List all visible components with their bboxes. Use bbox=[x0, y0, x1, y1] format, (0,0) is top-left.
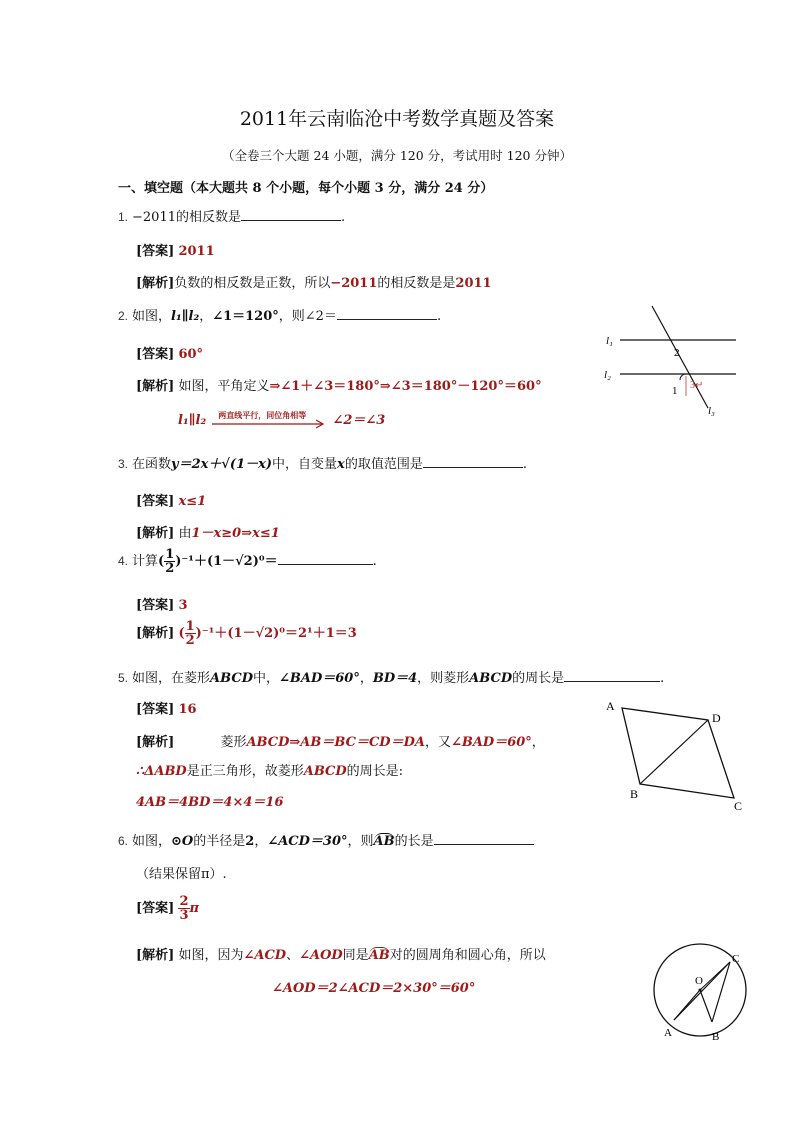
label-l2: l₂ bbox=[604, 369, 611, 381]
analysis-6 bbox=[136, 944, 546, 963]
condition: ∠ACD＝30° bbox=[267, 834, 348, 849]
answer-label: [答案] bbox=[136, 702, 175, 717]
question-text: 如图， bbox=[132, 309, 172, 324]
vertex-A: A bbox=[606, 699, 615, 713]
question-text: ，则 bbox=[347, 834, 374, 849]
analysis-6-line2 bbox=[272, 977, 475, 996]
separator: ， bbox=[254, 834, 268, 849]
figure-circle bbox=[648, 940, 758, 1044]
analysis-2-line2 bbox=[178, 409, 385, 428]
vertex-C: C bbox=[734, 799, 743, 813]
analysis-value: ∠ACD bbox=[243, 948, 287, 963]
analysis-text: 同是 bbox=[342, 948, 369, 963]
condition: l₁∥l₂ bbox=[171, 309, 200, 324]
question-text: 计算 bbox=[132, 554, 159, 569]
analysis-text: 负数的相反数是正数，所以 bbox=[174, 276, 331, 291]
question-5 bbox=[118, 667, 664, 686]
analysis-value: ⇒∠1＋∠3＝180°⇒∠3＝180°－120°＝60° bbox=[269, 379, 542, 394]
analysis-value: ∠2＝∠3 bbox=[332, 413, 386, 428]
analysis-label: [解析] bbox=[136, 735, 175, 750]
analysis-value: ABCD bbox=[303, 764, 347, 779]
analysis-5 bbox=[136, 731, 545, 750]
figure-parallel-lines bbox=[598, 300, 748, 420]
question-text: 的长是 bbox=[394, 834, 434, 849]
analysis-label: [解析] bbox=[136, 276, 175, 291]
answer-4 bbox=[136, 594, 188, 613]
separator: ， bbox=[199, 309, 213, 324]
analysis-value: −2011 bbox=[330, 276, 378, 291]
figure-rhombus bbox=[600, 696, 760, 816]
shape-name: ABCD bbox=[469, 671, 513, 686]
label-l3: l₃ bbox=[708, 405, 715, 417]
fraction-numerator: 2 bbox=[179, 894, 189, 909]
question-3 bbox=[118, 453, 527, 472]
section-heading: 一、填空题（本大题共 8 个小题，每个小题 3 分，满分 24 分） bbox=[118, 181, 494, 196]
fraction-denominator: 3 bbox=[179, 908, 189, 923]
analysis-text: 的周长是: bbox=[346, 764, 404, 779]
question-end: . bbox=[372, 554, 377, 569]
page-subtitle: （全卷三个大题 24 小题，满分 120 分，考试用时 120 分钟） bbox=[222, 148, 572, 163]
condition: ∠1＝120° bbox=[212, 309, 279, 324]
question-end: . bbox=[522, 457, 527, 472]
question-text: 的半径是 bbox=[193, 834, 246, 849]
angle-2-label: 2 bbox=[674, 347, 680, 359]
condition: ∠BAD＝60° bbox=[278, 671, 360, 686]
answer-6 bbox=[136, 895, 199, 922]
question-6-note: （结果保留π）. bbox=[136, 867, 227, 882]
analysis-label: [解析] bbox=[136, 626, 175, 641]
shape-name: ABCD bbox=[210, 671, 253, 686]
function-expression: y＝2x＋√(1－x) bbox=[171, 457, 273, 472]
arc-name: AB bbox=[373, 834, 395, 849]
answer-1 bbox=[136, 240, 215, 259]
question-number: 5. bbox=[118, 671, 129, 685]
page-title: 2011年云南临沧中考数学真题及答案 bbox=[239, 108, 555, 130]
analysis-text: 如图，因为 bbox=[178, 948, 244, 963]
analysis-value: 1－x≥0⇒x≤1 bbox=[191, 526, 280, 541]
question-text: ，则菱形 bbox=[417, 671, 470, 686]
point-A: A bbox=[664, 1027, 672, 1039]
answer-value: 16 bbox=[178, 702, 197, 717]
question-text: −2011的相反数是 bbox=[132, 210, 241, 225]
question-text: 在函数 bbox=[132, 457, 172, 472]
fraction-numerator: 1 bbox=[185, 619, 195, 634]
analysis-label: [解析] bbox=[136, 948, 175, 963]
analysis-2 bbox=[136, 375, 542, 394]
analysis-value: AB bbox=[368, 948, 390, 963]
analysis-value: 4AB＝4BD＝4×4＝16 bbox=[136, 795, 284, 810]
answer-label: [答案] bbox=[136, 244, 175, 259]
analysis-value: ⁻¹＋(1－√2)⁰＝2¹＋1＝3 bbox=[201, 626, 357, 641]
fraction-numerator: 1 bbox=[165, 547, 175, 562]
question-number: 1. bbox=[118, 210, 129, 224]
analysis-value: ∠AOD bbox=[299, 948, 343, 963]
analysis-value: l₁∥l₂ bbox=[178, 413, 207, 428]
expression: ⁻¹＋(1－√2)⁰＝ bbox=[181, 554, 278, 569]
analysis-label: [解析] bbox=[136, 526, 175, 541]
answer-value: 3 bbox=[178, 598, 188, 613]
analysis-text: 如图，平角定义 bbox=[178, 379, 270, 394]
question-text: 中， bbox=[252, 671, 279, 686]
analysis-5-line2 bbox=[136, 760, 403, 779]
answer-label: [答案] bbox=[136, 494, 175, 509]
question-end: . bbox=[436, 309, 442, 324]
analysis-text: 是正三角形，故菱形 bbox=[186, 764, 304, 779]
point-C: C bbox=[732, 953, 740, 965]
center-O: O bbox=[695, 975, 703, 987]
question-text: 的周长是 bbox=[512, 671, 565, 686]
answer-5 bbox=[136, 698, 197, 717]
question-number: 3. bbox=[118, 457, 129, 471]
question-end: . bbox=[341, 210, 346, 225]
answer-blank bbox=[278, 552, 373, 565]
analysis-text: 菱形 bbox=[220, 735, 247, 750]
vertex-D: D bbox=[712, 711, 721, 725]
condition: BD＝4 bbox=[372, 671, 418, 686]
answer-2 bbox=[136, 343, 203, 362]
answer-blank bbox=[423, 455, 523, 468]
analysis-text: 对的圆周角和圆心角，所以 bbox=[389, 948, 546, 963]
analysis-text: 由 bbox=[178, 526, 192, 541]
point-B: B bbox=[712, 1031, 720, 1043]
variable: x bbox=[337, 457, 345, 472]
question-2 bbox=[118, 305, 441, 324]
question-text: ，则∠2＝ bbox=[278, 309, 337, 324]
answer-value: π bbox=[189, 901, 200, 916]
answer-3 bbox=[136, 490, 206, 509]
answer-label: [答案] bbox=[136, 347, 175, 362]
vertex-B: B bbox=[630, 787, 639, 801]
analysis-3 bbox=[136, 522, 280, 541]
radius-value: 2 bbox=[245, 834, 255, 849]
answer-blank bbox=[337, 307, 437, 320]
fraction-denominator: 2 bbox=[185, 633, 195, 648]
question-text: 的取值范围是 bbox=[344, 457, 423, 472]
angle-3-label: 3↵ bbox=[690, 380, 704, 391]
answer-blank bbox=[241, 208, 341, 221]
analysis-1 bbox=[136, 272, 492, 291]
answer-blank bbox=[564, 669, 660, 682]
question-end: . bbox=[660, 671, 665, 686]
analysis-value: 2011 bbox=[455, 276, 492, 291]
arrow-icon bbox=[210, 416, 328, 430]
implication-arrow bbox=[210, 409, 328, 428]
question-text: 中，自变量 bbox=[272, 457, 338, 472]
answer-blank bbox=[434, 832, 534, 845]
question-1 bbox=[118, 206, 345, 225]
answer-value: x≤1 bbox=[178, 494, 207, 509]
analysis-value: ABCD⇒AB＝BC＝CD＝DA bbox=[246, 735, 425, 750]
question-6 bbox=[118, 830, 534, 849]
analysis-4: [解析] ( $\frac{1}{2}$ )⁻¹＋(1－√2)⁰＝2¹＋1＝3 bbox=[136, 619, 357, 648]
separator: ， bbox=[359, 671, 373, 686]
label-l1: l₁ bbox=[606, 335, 613, 347]
analysis-text: 、 bbox=[286, 948, 300, 963]
arrow-note: 两直线平行，同位角相等 bbox=[218, 409, 307, 420]
analysis-text: 的相反数是是 bbox=[377, 276, 456, 291]
answer-label: [答案] bbox=[136, 598, 175, 613]
angle-1-label: 1 bbox=[672, 385, 678, 397]
question-text: 如图， bbox=[132, 834, 172, 849]
analysis-text: ，又 bbox=[424, 735, 451, 750]
fraction-denominator: 2 bbox=[165, 561, 175, 576]
question-4: 4. 计算( $\frac{1}{2}$ )⁻¹＋(1－√2)⁰＝ . bbox=[118, 547, 377, 576]
analysis-value: ∴ΔABD bbox=[136, 764, 187, 779]
analysis-value: ∠AOD＝2∠ACD＝2×30°＝60° bbox=[272, 981, 476, 996]
answer-value: 60° bbox=[178, 347, 204, 362]
analysis-value: ∠BAD＝60° bbox=[450, 735, 532, 750]
question-number: 2. bbox=[118, 309, 129, 323]
answer-label: [答案] bbox=[136, 901, 175, 916]
question-number: 6. bbox=[118, 834, 129, 848]
analysis-5-line3 bbox=[136, 791, 284, 810]
question-number: 4. bbox=[118, 554, 129, 568]
analysis-label: [解析] bbox=[136, 379, 175, 394]
circle-name: ⊙O bbox=[171, 834, 194, 849]
question-text: 如图，在菱形 bbox=[132, 671, 211, 686]
answer-value: 2011 bbox=[178, 244, 215, 259]
analysis-text: ， bbox=[531, 735, 545, 750]
